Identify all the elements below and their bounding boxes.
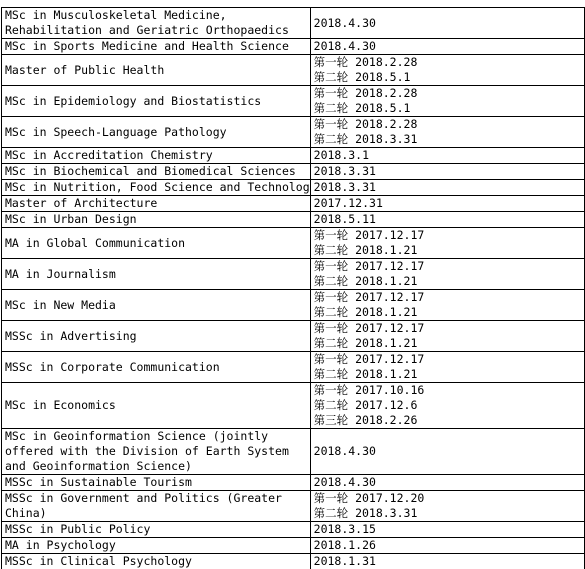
table-row [2, 196, 585, 212]
deadline-date: 第二轮 2018.5.1 [313, 70, 411, 84]
deadline-date: 2018.4.30 [313, 444, 376, 458]
deadline-cell [310, 522, 584, 538]
deadline-date: 第一轮 2017.12.17 [313, 259, 425, 273]
deadline-cell [310, 212, 584, 228]
deadline-cell [310, 429, 584, 475]
deadline-date: 2018.5.11 [313, 212, 376, 226]
program-name-cell [2, 522, 311, 538]
table-row [2, 228, 585, 259]
program-name-cell [2, 352, 311, 383]
program-name-cell [2, 148, 311, 164]
program-name-cell [2, 259, 311, 290]
program-name-cell [2, 117, 311, 148]
program-name-line: MSc in Musculoskeletal Medicine, [5, 8, 227, 22]
deadline-date: 第二轮 2017.12.6 [313, 398, 418, 412]
table-row [2, 164, 585, 180]
program-name-line: MSc in Speech-Language Pathology [5, 124, 227, 139]
table-row [2, 429, 585, 475]
program-name-line: MSSc in Government and Politics (Greater [5, 491, 282, 505]
table-row [2, 321, 585, 352]
table-row [2, 39, 585, 55]
deadline-date: 第一轮 2018.2.28 [313, 55, 418, 69]
table-row [2, 383, 585, 429]
deadline-cell [310, 290, 584, 321]
deadline-date: 第一轮 2018.2.28 [313, 117, 418, 131]
program-name-cell [2, 554, 311, 569]
table-row [2, 522, 585, 538]
program-name-cell [2, 39, 311, 55]
deadline-cell [310, 86, 584, 117]
program-name-line: MA in Psychology [5, 538, 116, 552]
program-name-line: MSc in Sports Medicine and Health Science [5, 39, 289, 53]
program-name-line: MSSc in Corporate Communication [5, 359, 220, 374]
deadline-date: 2018.3.1 [313, 148, 370, 162]
program-name-cell [2, 290, 311, 321]
table-row [2, 8, 585, 39]
deadline-date: 第二轮 2018.1.21 [313, 305, 418, 319]
program-name-line: MSSc in Public Policy [5, 522, 151, 536]
program-name-cell [2, 55, 311, 86]
deadline-cell [310, 228, 584, 259]
deadline-cell [310, 475, 584, 491]
deadline-cell [310, 180, 584, 196]
program-name-cell [2, 321, 311, 352]
program-name-cell [2, 383, 311, 429]
table-row [2, 538, 585, 554]
program-name-line: MSc in Nutrition, Food Science and Technolog [5, 180, 310, 194]
deadline-date: 第一轮 2017.12.17 [313, 321, 425, 335]
deadline-cell [310, 538, 584, 554]
program-name-cell [2, 228, 311, 259]
deadline-date: 第二轮 2018.3.31 [313, 132, 418, 146]
deadline-date: 第一轮 2017.12.17 [313, 228, 425, 242]
deadline-cell [310, 8, 584, 39]
program-name-cell [2, 429, 311, 475]
deadline-cell [310, 148, 584, 164]
deadline-date: 第二轮 2018.5.1 [313, 101, 411, 115]
table-body [2, 8, 585, 569]
table-row [2, 86, 585, 117]
program-name-line: Rehabilitation and Geriatric Orthopaedics [5, 23, 289, 37]
deadline-cell [310, 554, 584, 569]
deadline-cell [310, 491, 584, 522]
deadline-cell [310, 321, 584, 352]
program-name-cell [2, 86, 311, 117]
program-name-line: MSSc in Advertising [5, 328, 137, 343]
table-row [2, 259, 585, 290]
program-name-line: MSSc in Sustainable Tourism [5, 475, 192, 489]
deadline-cell [310, 164, 584, 180]
deadline-date: 2018.4.30 [313, 475, 376, 489]
deadline-date: 第三轮 2018.2.26 [313, 413, 418, 427]
program-name-cell [2, 212, 311, 228]
table-row [2, 491, 585, 522]
program-name-line: MA in Journalism [5, 266, 116, 281]
deadline-date: 第一轮 2017.12.17 [313, 352, 425, 366]
deadline-date: 2018.4.30 [313, 15, 376, 30]
deadline-date: 第二轮 2018.1.21 [313, 243, 418, 257]
table-row [2, 148, 585, 164]
deadline-date: 第一轮 2017.10.16 [313, 383, 425, 397]
table-row [2, 352, 585, 383]
deadline-date: 第一轮 2018.2.28 [313, 86, 418, 100]
program-name-line: Master of Public Health [5, 62, 165, 77]
program-name-line: MSc in Geoinformation Science (jointly [5, 429, 269, 443]
table-row [2, 475, 585, 491]
deadline-cell [310, 196, 584, 212]
program-name-cell [2, 180, 311, 196]
program-name-cell [2, 164, 311, 180]
program-name-line: MSc in Epidemiology and Biostatistics [5, 93, 262, 108]
table-row [2, 554, 585, 569]
program-name-line: MSc in Accreditation Chemistry [5, 148, 213, 162]
program-name-cell [2, 8, 311, 39]
program-name-cell [2, 538, 311, 554]
deadline-date: 2018.3.15 [313, 522, 376, 536]
deadline-date: 2018.4.30 [313, 39, 376, 53]
deadline-date: 第二轮 2018.3.31 [313, 506, 418, 520]
program-name-line: MSc in New Media [5, 297, 116, 312]
deadline-date: 2018.1.31 [313, 554, 376, 568]
table-row [2, 212, 585, 228]
program-name-line: China) [5, 506, 47, 520]
deadline-date: 第二轮 2018.1.21 [313, 367, 418, 381]
deadline-cell [310, 352, 584, 383]
deadline-cell [310, 55, 584, 86]
deadline-cell [310, 39, 584, 55]
deadline-date: 第一轮 2017.12.20 [313, 491, 425, 505]
program-name-line: MSc in Biochemical and Biomedical Sciences [5, 164, 296, 178]
deadline-date: 第一轮 2017.12.17 [313, 290, 425, 304]
program-deadline-table [1, 7, 585, 569]
deadline-cell [310, 117, 584, 148]
program-name-cell [2, 491, 311, 522]
deadline-date: 2017.12.31 [313, 196, 383, 210]
deadline-date: 2018.3.31 [313, 180, 376, 194]
program-name-line: MA in Global Communication [5, 235, 186, 250]
program-name-line: MSc in Urban Design [5, 212, 137, 226]
deadline-date: 2018.1.26 [313, 538, 376, 552]
program-name-line: MSc in Economics [5, 398, 116, 412]
program-name-line: Master of Architecture [5, 196, 158, 210]
table-row [2, 55, 585, 86]
program-name-line: and Geoinformation Science) [5, 459, 192, 473]
table-row [2, 117, 585, 148]
table-row [2, 290, 585, 321]
deadline-date: 第二轮 2018.1.21 [313, 336, 418, 350]
program-name-cell [2, 475, 311, 491]
deadline-cell [310, 383, 584, 429]
deadline-date: 第二轮 2018.1.21 [313, 274, 418, 288]
program-name-line: MSSc in Clinical Psychology [5, 554, 192, 568]
program-name-cell [2, 196, 311, 212]
program-name-line: offered with the Division of Earth System [5, 444, 289, 458]
deadline-cell [310, 259, 584, 290]
table-row [2, 180, 585, 196]
deadline-date: 2018.3.31 [313, 164, 376, 178]
